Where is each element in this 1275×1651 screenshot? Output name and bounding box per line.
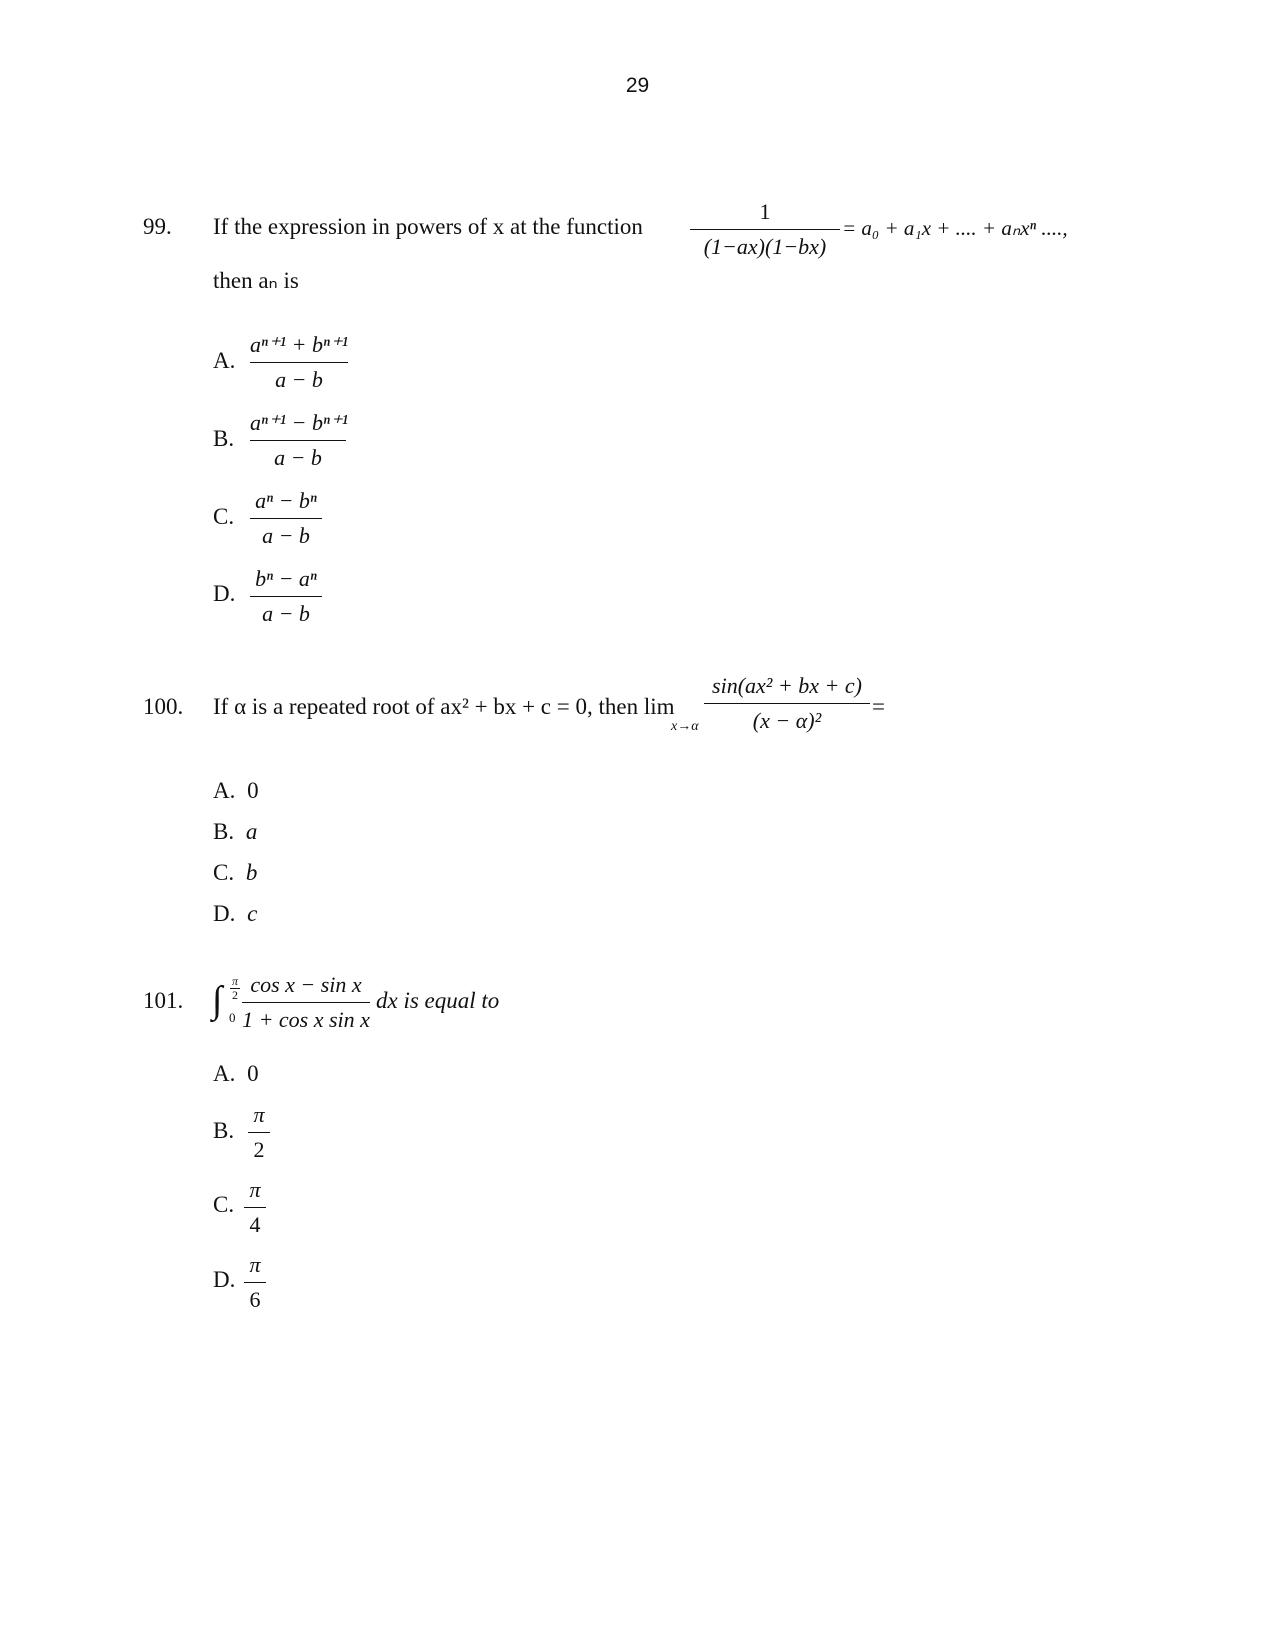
fraction-denominator: a − b: [275, 367, 323, 392]
page-number: 29: [625, 74, 650, 97]
question-101-fraction: [242, 971, 370, 1034]
option-c-fraction: [250, 487, 322, 550]
fraction-bar: [250, 362, 348, 363]
fraction-numerator: aⁿ − bⁿ: [255, 488, 317, 513]
question-99-fraction: [690, 198, 840, 261]
upper-limit-denominator: 2: [232, 988, 238, 1002]
upper-limit-numerator: π: [231, 974, 238, 988]
option-label: D.: [213, 1267, 236, 1292]
question-99-number: 99.: [143, 214, 172, 239]
fraction-numerator: π: [249, 1252, 261, 1277]
option-a-fraction: [250, 331, 348, 394]
question-101-number: 101.: [143, 988, 184, 1013]
fraction-numerator: 1: [759, 199, 771, 224]
fraction-bar: [704, 703, 870, 704]
fraction-bar: [250, 518, 322, 519]
question-100-text: If α is a repeated root of ax² + bx + c = 0, then lim: [213, 694, 675, 719]
fraction-numerator: bⁿ − aⁿ: [255, 566, 317, 591]
option-c: [213, 860, 257, 886]
fraction-numerator: cos x − sin x: [250, 972, 362, 997]
option-a: [213, 1061, 259, 1087]
option-label: A.: [213, 778, 236, 803]
fraction-numerator: sin(ax² + bx + c): [712, 673, 862, 698]
option-b-fraction: [250, 409, 349, 472]
fraction-bar: [250, 440, 346, 441]
fraction-numerator: π: [249, 1177, 261, 1202]
question-100-equals: =: [872, 694, 885, 719]
question-101-text: dx is equal to: [376, 988, 500, 1013]
option-d-fraction: [250, 565, 322, 628]
fraction-denominator: 6: [249, 1287, 261, 1312]
option-label: D.: [213, 901, 236, 926]
integral-upper-limit: [230, 975, 240, 1002]
option-label: B.: [213, 819, 235, 844]
option-label: C.: [213, 504, 235, 529]
option-label: D.: [213, 581, 236, 606]
fraction-denominator: (x − α)²: [752, 708, 822, 733]
option-value: 0: [247, 1061, 259, 1086]
option-b: [213, 819, 257, 845]
question-99-text: If the expression in powers of x at the function: [213, 214, 643, 239]
integral-sign: ∫: [212, 979, 223, 1021]
fraction-denominator: a − b: [274, 445, 322, 470]
fraction-bar: [244, 1282, 266, 1283]
fraction-numerator: π: [253, 1102, 265, 1127]
fraction-numerator: aⁿ⁺¹ − bⁿ⁺¹: [250, 410, 349, 435]
fraction-denominator: 1 + cos x sin x: [242, 1007, 370, 1032]
option-label: C.: [213, 860, 235, 885]
question-100-number: 100.: [143, 694, 184, 719]
option-label: B.: [213, 426, 235, 451]
option-d-fraction: [244, 1251, 266, 1314]
fraction-numerator: aⁿ⁺¹ + bⁿ⁺¹: [250, 332, 349, 357]
option-label: B.: [213, 1118, 235, 1143]
option-b-fraction: [248, 1101, 270, 1164]
integral-lower-limit: 0: [229, 1010, 236, 1025]
option-label: A.: [213, 1061, 236, 1086]
option-label: A.: [213, 348, 236, 373]
fraction-bar: [690, 229, 840, 230]
fraction-denominator: a − b: [262, 523, 310, 548]
option-d: [213, 901, 257, 927]
fraction-bar: [242, 1002, 370, 1003]
option-a: [213, 778, 259, 804]
question-100-fraction: [704, 672, 870, 735]
option-value: b: [245, 860, 258, 885]
option-label: C.: [213, 1192, 235, 1217]
fraction-denominator: 2: [253, 1137, 265, 1162]
question-99-series: = a₀ + a₁x + .... + aₙxⁿ ....,: [842, 216, 1068, 240]
fraction-bar: [244, 1207, 266, 1208]
option-c-fraction: [244, 1176, 266, 1239]
fraction-denominator: (1−ax)(1−bx): [703, 234, 827, 259]
fraction-denominator: a − b: [262, 601, 310, 626]
fraction-bar: [248, 1132, 270, 1133]
option-value: a: [245, 819, 258, 844]
limit-subscript: x→α: [671, 719, 699, 734]
option-value: c: [247, 901, 258, 926]
fraction-denominator: 4: [249, 1212, 261, 1237]
option-value: 0: [247, 778, 259, 803]
fraction-bar: [250, 596, 322, 597]
question-99-line2: then aₙ is: [213, 268, 299, 293]
